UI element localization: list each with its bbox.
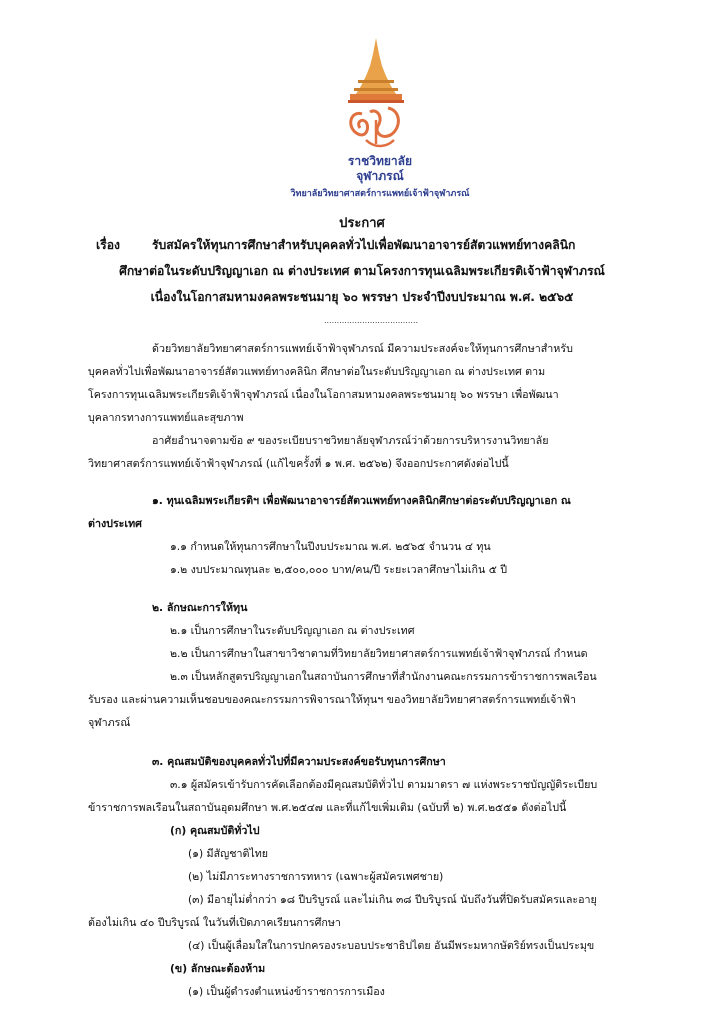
item-a-3: (๓) มีอายุไม่ต่ำกว่า ๑๘ ปีบริบูรณ์ และไม่เกิน ๓๘ ปีบริบูรณ์ นับถึงวันที่ปิดรับสมัครและอายุ xyxy=(188,893,597,906)
section-2-heading: ๒. ลักษณะการให้ทุน xyxy=(152,601,248,614)
section-3-heading: ๓. คุณสมบัติของบุคคลทั่วไปที่มีความประสงค์ขอรับทุนการศึกษา xyxy=(152,755,446,768)
item-b-1: (๑) เป็นผู้ดำรงตำแหน่งข้าราชการการเมือง xyxy=(188,985,385,998)
item-a-2: (๒) ไม่มีภาระทางราชการทหาร (เฉพาะผู้สมัครเพศชาย) xyxy=(188,870,444,883)
subject-label: เรื่อง xyxy=(96,238,120,252)
subject-line-2: ศึกษาต่อในระดับปริญญาเอก ณ ต่างประเทศ ตามโครงการทุนเฉลิมพระเกียรติเจ้าฟ้าจุฬาภรณ์ xyxy=(119,264,605,278)
item-2-3-cont-2: จุฬาภรณ์ xyxy=(88,716,131,729)
section-1-heading-cont: ต่างประเทศ xyxy=(88,517,142,530)
subject-line-3: เนื่องในโอกาสมหามงคลพระชนมายุ ๖๐ พรรษา ประจำปีงบประมาณ พ.ศ. ๒๕๖๕ xyxy=(150,290,574,304)
institution-logo xyxy=(336,36,416,154)
item-a-3-cont: ต้องไม่เกิน ๔๐ ปีบริบูรณ์ ในวันที่เปิดภาคเรียนการศึกษา xyxy=(88,916,341,929)
subsection-b-heading: (ข) ลักษณะต้องห้าม xyxy=(170,962,266,975)
item-2-3-cont-1: รับรอง และผ่านความเห็นชอบของคณะกรรมการพิจารณาให้ทุนฯ ของวิทยาลัยวิทยาศาสตร์การแพทย์เจ้าฟ้า xyxy=(88,693,576,706)
para-1-line-1: ด้วยวิทยาลัยวิทยาศาสตร์การแพทย์เจ้าฟ้าจุฬาภรณ์ มีความประสงค์จะให้ทุนการศึกษาสำหรับ xyxy=(152,342,573,355)
item-a-4: (๔) เป็นผู้เลื่อมใสในการปกครองระบอบประชาธิปไตย อันมีพระมหากษัตริย์ทรงเป็นประมุข xyxy=(188,939,595,952)
para-1-line-2: บุคคลทั่วไปเพื่อพัฒนาอาจารย์สัตวแพทย์ทางคลินิก ศึกษาต่อในระดับปริญญาเอก ณ ต่างประเทศ ตาม xyxy=(88,365,546,378)
subject-text-1: รับสมัครให้ทุนการศึกษาสำหรับบุคคลทั่วไปเพื่อพัฒนาอาจารย์สัตวแพทย์ทางคลินิก xyxy=(152,238,576,252)
logo-line-3: วิทยาลัยวิทยาศาสตร์การแพทย์เจ้าฟ้าจุฬาภรณ์ xyxy=(290,189,470,199)
subsection-a-heading: (ก) คุณสมบัติทั่วไป xyxy=(170,824,260,837)
para-2-line-1: อาศัยอำนาจตามข้อ ๙ ของระเบียบราชวิทยาลัยจุฬาภรณ์ว่าด้วยการบริหารงานวิทยาลัย xyxy=(152,434,549,447)
item-3-1: ๓.๑ ผู้สมัครเข้ารับการคัดเลือกต้องมีคุณสมบัติทั่วไป ตามมาตรา ๗ แห่งพระราชบัญญัติระเบียบ xyxy=(170,778,598,791)
item-a-1: (๑) มีสัญชาติไทย xyxy=(188,847,269,860)
para-1-line-3: โครงการทุนเฉลิมพระเกียรติเจ้าฟ้าจุฬาภรณ์ เนื่องในโอกาสมหามงคลพระชนมายุ ๖๐ พรรษา เพื่อพัฒนา xyxy=(88,388,559,401)
para-2-line-2: วิทยาศาสตร์การแพทย์เจ้าฟ้าจุฬาภรณ์ (แก้ไขครั้งที่ ๑ พ.ศ. ๒๕๖๒) จึงออกประกาศดังต่อไปนี้ xyxy=(88,457,509,470)
item-2-3: ๒.๓ เป็นหลักสูตรปริญญาเอกในสถาบันการศึกษาที่สำนักงานคณะกรรมการข้าราชการพลเรือน xyxy=(170,670,597,683)
item-1-2: ๑.๒ งบประมาณทุนละ ๒,๕๐๐,๐๐๐ บาท/คน/ปี ระยะเวลาศึกษาไม่เกิน ๕ ปี xyxy=(170,563,508,576)
logo-line-2: จุฬาภรณ์ xyxy=(356,169,404,183)
divider: ..................................... xyxy=(323,316,419,325)
item-2-1: ๒.๑ เป็นการศึกษาในระดับปริญญาเอก ณ ต่างประเทศ xyxy=(170,624,415,637)
item-2-2: ๒.๒ เป็นการศึกษาในสาขาวิชาตามที่วิทยาลัยวิทยาศาสตร์การแพทย์เจ้าฟ้าจุฬาภรณ์ กำหนด xyxy=(170,647,588,660)
section-1-heading: ๑. ทุนเฉลิมพระเกียรติฯ เพื่อพัฒนาอาจารย์สัตวแพทย์ทางคลินิกศึกษาต่อระดับปริญญาเอก ณ xyxy=(152,494,571,507)
item-1-1: ๑.๑ กำหนดให้ทุนการศึกษาในปีงบประมาณ พ.ศ. ๒๕๖๕ จำนวน ๔ ทุน xyxy=(170,540,491,553)
para-1-line-4: บุคลากรทางการแพทย์และสุขภาพ xyxy=(88,411,244,424)
document-title: ประกาศ xyxy=(339,216,385,231)
logo-line-1: ราชวิทยาลัย xyxy=(347,154,413,168)
item-3-1-cont: ข้าราชการพลเรือนในสถาบันอุดมศึกษา พ.ศ.๒๕๔๗ และที่แก้ไขเพิ่มเติม (ฉบับที่ ๒) พ.ศ.๒๕๕๑ ดังต่อไปนี้ xyxy=(88,801,567,814)
